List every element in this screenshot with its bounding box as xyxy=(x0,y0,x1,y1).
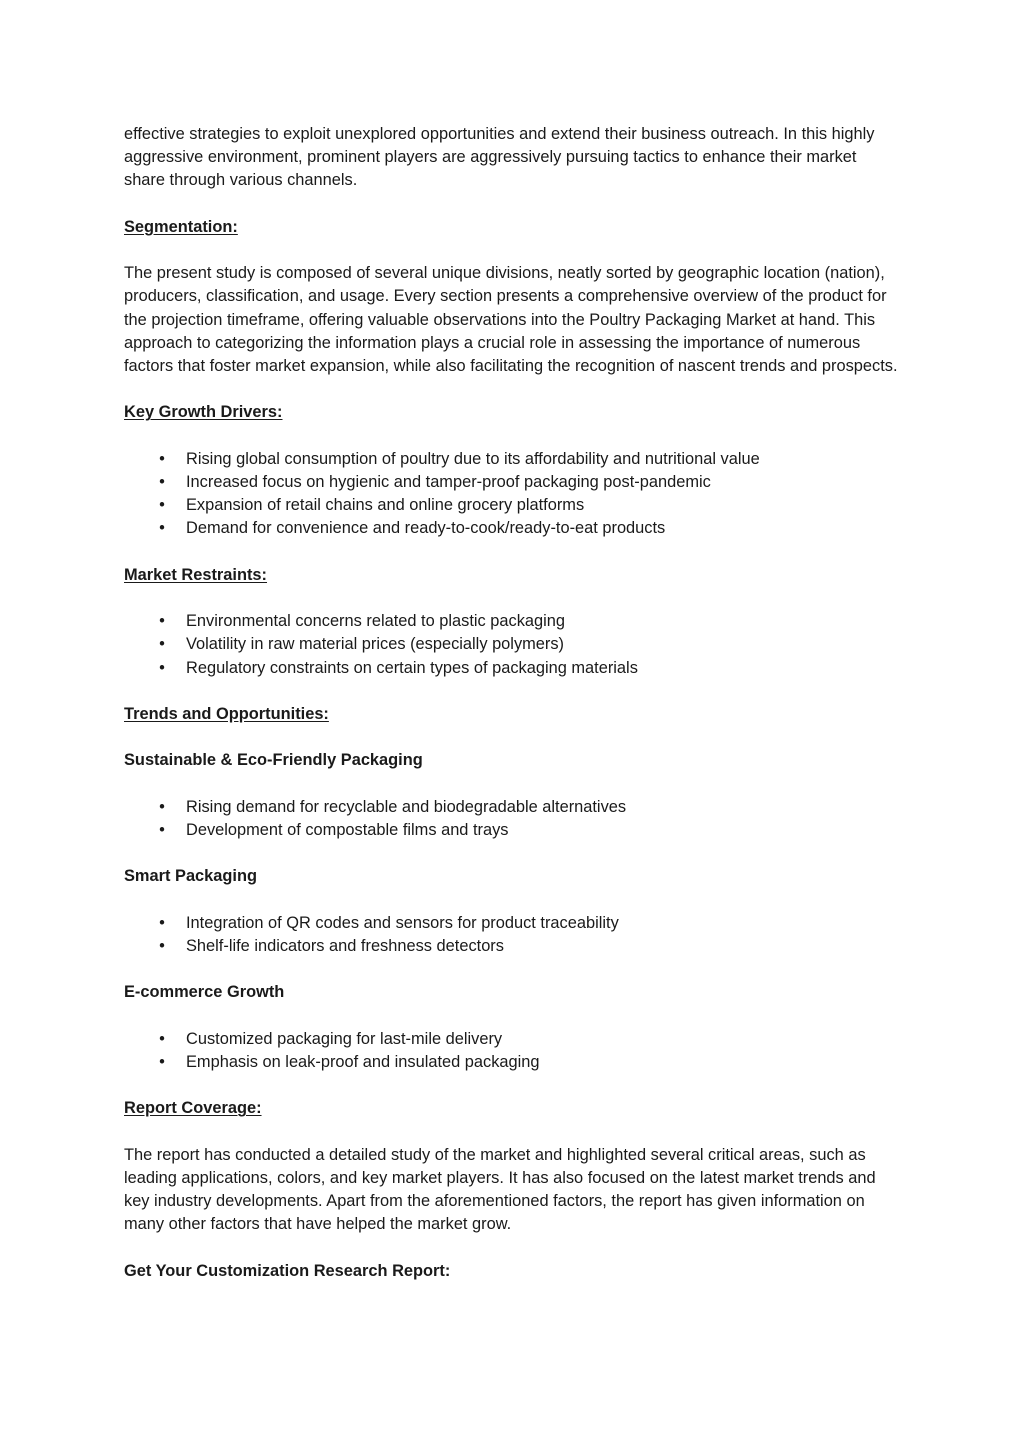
sustainable-list xyxy=(124,796,900,842)
trends-heading: Trends and Opportunities: xyxy=(124,704,329,723)
list-item-text: Integration of QR codes and sensors for product traceability xyxy=(186,913,619,932)
segmentation-heading: Segmentation: xyxy=(124,217,238,236)
list-item xyxy=(124,657,900,680)
spacer xyxy=(124,773,900,796)
list-item-text: Environmental concerns related to plastic packaging xyxy=(186,612,566,631)
smart-list xyxy=(124,912,900,958)
list-item xyxy=(124,1051,900,1074)
ecommerce-list xyxy=(124,1028,900,1074)
bullet-icon: • xyxy=(159,797,165,816)
list-item xyxy=(124,633,900,656)
spacer xyxy=(124,680,900,703)
trends-subheading-ecommerce: E-commerce Growth xyxy=(124,983,285,1002)
list-item xyxy=(124,796,900,819)
bullet-icon: • xyxy=(159,658,165,677)
restraints-heading: Market Restraints: xyxy=(124,565,268,584)
list-item-text: Regulatory constraints on certain types of packaging materials xyxy=(186,658,638,677)
spacer xyxy=(124,378,900,401)
bullet-icon: • xyxy=(159,1029,165,1048)
list-item-text: Customized packaging for last-mile delivery xyxy=(186,1029,503,1048)
list-item xyxy=(124,819,900,842)
list-item-text: Emphasis on leak-proof and insulated packaging xyxy=(186,1052,540,1071)
spacer xyxy=(124,1237,900,1260)
spacer xyxy=(124,541,900,564)
list-item xyxy=(124,610,900,633)
list-item xyxy=(124,471,900,494)
bullet-icon: • xyxy=(159,635,165,654)
spacer xyxy=(124,1074,900,1097)
list-item-text: Rising global consumption of poultry due to its affordability and nutritional value xyxy=(186,449,760,468)
coverage-heading: Report Coverage: xyxy=(124,1099,262,1118)
spacer xyxy=(124,889,900,912)
document-page xyxy=(124,123,900,1283)
list-item xyxy=(124,494,900,517)
list-item-text: Volatility in raw material prices (especially polymers) xyxy=(186,635,565,654)
coverage-paragraph: The report has conducted a detailed study of the market and highlighted several critical areas, such as leading applications, colors, and key market players. It has also focused on the latest market trends and key industry developments. Apart from the aforementioned factors, the report has given information on many other factors that have helped the market grow. xyxy=(124,1145,876,1234)
list-item xyxy=(124,517,900,540)
spacer xyxy=(124,958,900,981)
list-item xyxy=(124,1028,900,1051)
intro-paragraph: effective strategies to exploit unexplored opportunities and extend their business outreach. In this highly aggressive environment, prominent players are aggressively pursuing tactics to enhance their market share through various channels. xyxy=(124,125,875,190)
spacer xyxy=(124,425,900,448)
list-item xyxy=(124,935,900,958)
bullet-icon: • xyxy=(159,913,165,932)
list-item-text: Development of compostable films and trays xyxy=(186,820,509,839)
list-item-text: Expansion of retail chains and online grocery platforms xyxy=(186,496,585,515)
spacer xyxy=(124,842,900,865)
customization-heading: Get Your Customization Research Report: xyxy=(124,1261,451,1280)
list-item-text: Demand for convenience and ready-to-cook/ready-to-eat products xyxy=(186,519,666,538)
spacer xyxy=(124,239,900,262)
bullet-icon: • xyxy=(159,1052,165,1071)
spacer xyxy=(124,726,900,749)
list-item-text: Increased focus on hygienic and tamper-proof packaging post-pandemic xyxy=(186,472,711,491)
bullet-icon: • xyxy=(159,496,165,515)
restraints-list xyxy=(124,610,900,680)
list-item-text: Shelf-life indicators and freshness detectors xyxy=(186,936,504,955)
list-item xyxy=(124,912,900,935)
spacer xyxy=(124,1121,900,1144)
spacer xyxy=(124,193,900,216)
segmentation-paragraph: The present study is composed of several unique divisions, neatly sorted by geographic location (nation), producers, classification, and usage. Every section presents a comprehensive overview of the product for the projection timeframe, offering valuable observations into the Poultry Packaging Market at hand. This approach to categorizing the information plays a crucial role in assessing the importance of numerous factors that foster market expansion, while also facilitating the recognition of nascent trends and prospects. xyxy=(124,264,898,375)
trends-subheading-smart: Smart Packaging xyxy=(124,867,257,886)
bullet-icon: • xyxy=(159,820,165,839)
list-item-text: Rising demand for recyclable and biodegradable alternatives xyxy=(186,797,627,816)
bullet-icon: • xyxy=(159,936,165,955)
trends-subheading-sustainable: Sustainable & Eco-Friendly Packaging xyxy=(124,751,423,770)
bullet-icon: • xyxy=(159,449,165,468)
drivers-list xyxy=(124,448,900,541)
list-item xyxy=(124,448,900,471)
bullet-icon: • xyxy=(159,519,165,538)
spacer xyxy=(124,587,900,610)
spacer xyxy=(124,1005,900,1028)
drivers-heading: Key Growth Drivers: xyxy=(124,403,283,422)
bullet-icon: • xyxy=(159,612,165,631)
bullet-icon: • xyxy=(159,472,165,491)
